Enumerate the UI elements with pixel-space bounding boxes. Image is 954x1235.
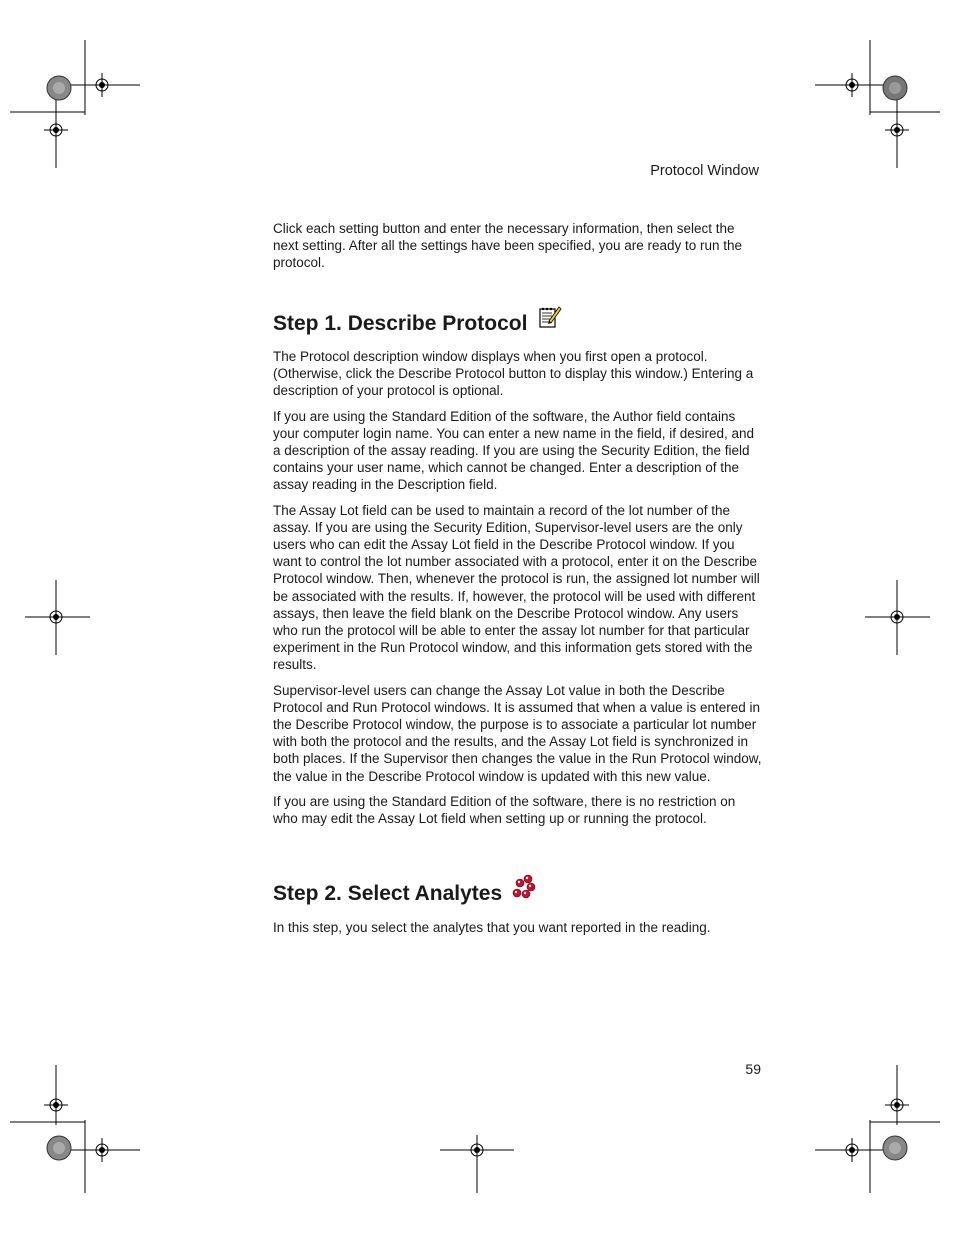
- step1-paragraph: If you are using the Standard Edition of the software, there is no restriction on who may edit the Assay Lot field when setting up or running the protocol.: [273, 793, 736, 827]
- crop-marks-top-left: [10, 40, 150, 170]
- crop-mark-mid-right: [865, 580, 935, 655]
- crop-mark-bottom-center: [440, 1135, 515, 1195]
- step1-heading-text: Step 1. Describe Protocol: [273, 312, 528, 335]
- step1-heading: [273, 304, 563, 336]
- analyte-beads-icon: [512, 874, 536, 906]
- notepad-pencil-icon: [537, 304, 563, 336]
- crop-mark-mid-left: [25, 580, 95, 655]
- running-header: Protocol Window: [650, 163, 759, 179]
- step1-paragraph: The Assay Lot field can be used to maintain a record of the lot number of the assay. If you are using the Security Edition, Supervisor-level users are the only users who can edit the Assay Lot field in the Describe Protocol window. If you want to control the lot number associated with a protocol, enter it on the Describe Protocol window. Then, whenever the protocol is run, the assigned lot number will be associated with the results. If, however, the protocol will be used with different assays, then leave the field blank on the Describe Protocol window. Any users who run the protocol will be able to enter the assay lot number for that particular experiment in the Run Protocol window, and this information gets stored with the results.: [273, 502, 760, 673]
- step1-paragraph: Supervisor-level users can change the Assay Lot value in both the Describe Protocol and Run Protocol windows. It is assumed that when a value is entered in the Describe Protocol window, the purpose is to associate a particular lot number with both the protocol and the results, and the Assay Lot field is synchronized in both places. If the Supervisor then changes the value in the Run Protocol window, the value in the Describe Protocol window is updated with this new value.: [273, 682, 762, 784]
- crop-marks-top-right: [805, 40, 945, 170]
- step2-heading-text: Step 2. Select Analytes: [273, 882, 503, 905]
- step1-paragraph: The Protocol description window displays when you first open a protocol. (Otherwise, click the Describe Protocol button to display this window.) Entering a description of your protocol is optional.: [273, 349, 754, 399]
- intro-paragraph: Click each setting button and enter the necessary information, then select the next setting. After all the settings have been specified, you are ready to run the protocol.: [273, 221, 743, 271]
- step1-body: [273, 348, 763, 835]
- step2-heading: [273, 874, 536, 906]
- step2-paragraph: In this step, you select the analytes that you want reported in the reading.: [273, 920, 711, 935]
- intro-section: [273, 220, 763, 280]
- step1-paragraph: If you are using the Standard Edition of the software, the Author field contains your computer login name. You can enter a new name in the field, if desired, and a description of the assay reading. If you are using the Security Edition, the field contains your user name, which cannot be changed. Enter a description of the assay reading in the Description field.: [273, 408, 755, 493]
- crop-marks-bottom-right: [805, 1065, 945, 1195]
- crop-marks-bottom-left: [10, 1065, 150, 1195]
- step2-body: [273, 919, 763, 944]
- page-number: 59: [745, 1061, 761, 1077]
